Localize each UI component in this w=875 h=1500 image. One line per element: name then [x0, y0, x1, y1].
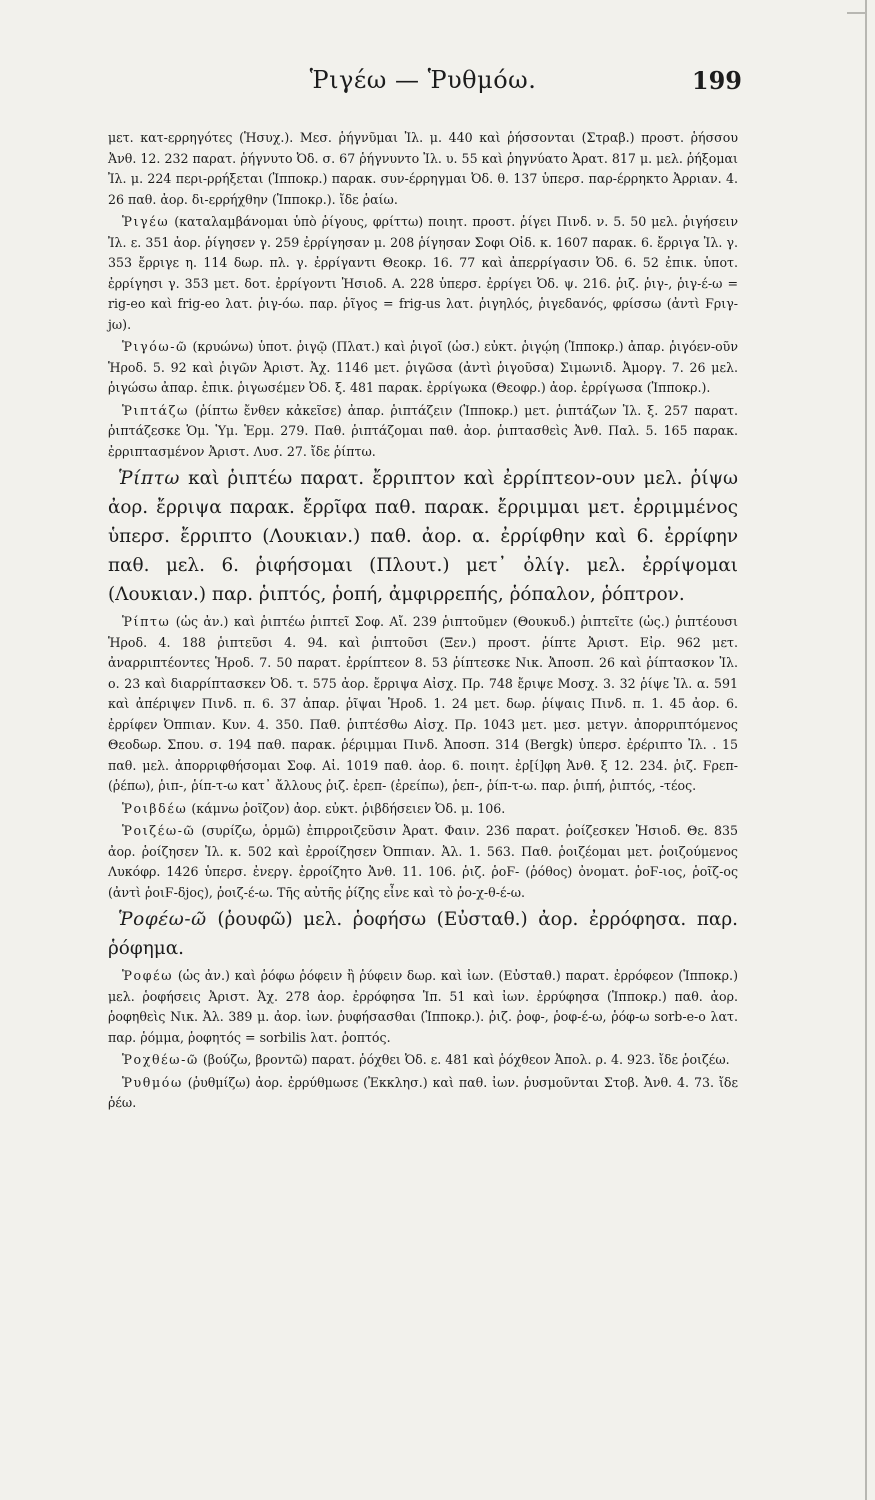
- dictionary-entry: [108, 401, 738, 463]
- dictionary-entry: [108, 799, 738, 820]
- entry-body: (ῥουφῶ) μελ. ῥοφήσω (Εὐσταθ.) ἀορ. ἐρρόφησα. παρ. ῥόφημα.: [108, 909, 738, 959]
- entry-headword: Ῥοχθέω-ῶ: [122, 1052, 199, 1067]
- page-number: 199: [691, 66, 742, 95]
- dictionary-entry: [108, 821, 738, 903]
- entry-body: (ῥίπτω ἔνθεν κἀκεῖσε) ἀπαρ. ῥιπτάζειν (Ἱπποκρ.) μετ. ῥιπτάζων Ἰλ. ξ. 257 παρατ. ῥιπτάζεσκε Ὁμ. Ὑμ. Ἑρμ. 279. Παθ. ῥιπτάζομαι παθ. ἀορ. ῥιπτασθεὶς Ἀνθ. Παλ. 5. 165 παρακ. ἐρριπτασμένον Ἀριστ. Λυσ. 27. ἴδε ῥίπτω.: [108, 402, 738, 459]
- dictionary-entry-main: [108, 464, 738, 609]
- entry-body: (ὡς ἀν.) καὶ ῥιπτέω ῥιπτεῖ Σοφ. Αἴ. 239 ῥιπτοῦμεν (Θουκυδ.) ῥιπτεῖτε (ὡς.) ῥιπτέουσι Ἡροδ. 4. 188 ῥιπτεῦσι 4. 94. καὶ ῥιπτοῦσι (Ξεν.) προστ. ῥίπτε Ἀριστ. Εἰρ. 962 μετ. ἀναρριπτέοντες Ἡροδ. 7. 50 παρατ. ἐρρίπτεον 8. 53 ῥίπτεσκε Νικ. Ἀποσπ. 26 καὶ ῥίπτασκον Ἰλ. ο. 23 καὶ διαρρίπτασκεν Ὀδ. τ. 575 ἀορ. ἔρριψα Αἰσχ. Πρ. 748 ἔριψε Μοσχ. 3. 32 ῥίψε Ἰλ. α. 591 καὶ ἀπέριψεν Πινδ. π. 6. 37 ἀπαρ. ῥῖψαι Ἡροδ. 1. 24 μετ. δωρ. ῥίψαις Πινδ. π. 1. 45 ἀορ. 6. ἐρρίφεν Ὀππιαν. Κυν. 4. 350. Παθ. ῥιπτέσθω Αἰσχ. Πρ. 1043 μετ. μεσ. μετγν. ἀπορριπτόμενος Θεοδωρ. Σπου. σ. 194 παθ. παρακ. ῥέριμμαι Πινδ. Ἀποσπ. 314 (Bergk) ὑπερσ. ἐρέριπτο Ἰλ. . 15 παθ. μελ. ἀπορριφθήσομαι Σοφ. Αἰ. 1019 παθ. ἀορ. 6. ποιητ. ἐρ[ί]φη Ἀνθ. ξ 12. 234. ῥιζ. Ϝρεπ- (ῥέπω), ῥιπ-, ῥίπ-τ-ω κατ᾽ ἄλλους ῥιζ. ἐρεπ- (ἐρείπω), ῥεπ-, ῥίπ-τ-ω. παρ. ῥιπή, ῥιπτός, -τέος.: [108, 614, 738, 793]
- dictionary-entry: [108, 212, 738, 335]
- page-edge: [865, 0, 867, 1500]
- entry-headword: Ῥοιζέω-ῶ: [122, 823, 196, 838]
- header-title: Ῥιγέω — Ῥυθμόω.: [309, 66, 537, 94]
- entry-headword: Ῥοφέω-ῶ: [118, 909, 207, 930]
- entry-body: (κάμνω ῥοῖζον) ἀορ. εὐκτ. ῥιβδήσειεν Ὀδ. μ. 106.: [191, 800, 506, 816]
- entry-body: (ῥυθμίζω) ἀορ. ἐρρύθμωσε (Ἐκκλησ.) καὶ παθ. ἰων. ῥυσμοῦνται Στοβ. Ἀνθ. 4. 73. ἴδε ῥέω.: [108, 1074, 738, 1110]
- entry-body: (καταλαμβάνομαι ὑπὸ ῥίγους, φρίττω) ποιητ. προστ. ῥίγει Πινδ. ν. 5. 50 μελ. ῥιγήσειν Ἰλ. ε. 351 ἀορ. ῥίγησεν γ. 259 ἐρρίγησαν μ. 208 ῥίγησαν Σοφι Οἰδ. κ. 1607 παρακ. 6. ἔρριγα Ἰλ. γ. 353 ἔρριγε η. 114 δωρ. πλ. γ. ἐρρίγαντι Θεοκρ. 16. 77 καὶ ἀπερρίγασιν Ὀδ. 6. 52 ἐπικ. ὑποτ. ἐρρίγησι γ. 353 μετ. δοτ. ἐρρίγοντι Ἡσιοδ. Α. 228 ὑπερσ. ἐρρίγει Ὀδ. ψ. 216. ῥιζ. ῥιγ-, ῥιγ-έ-ω = rig-eo καὶ frig-eo λατ. ῥιγ-όω. παρ. ῥῖγος = frig-us λατ. ῥιγηλός, ῥιγεδανός, φρίσσω (ἀντὶ Ϝριγ-jω).: [108, 214, 738, 332]
- entry-headword: Ῥιγόω-ῶ: [122, 339, 188, 354]
- entry-body: καὶ ῥιπτέω παρατ. ἔρριπτον καὶ ἐρρίπτεον-ουν μελ. ῥίψω ἀορ. ἔρριψα παρακ. ἔρρῖφα παθ. παρακ. ἔρριμμαι μετ. ἐρριμμένος ὑπερσ. ἔρριπτο (Λουκιαν.) παθ. ἀορ. α. ἐρρίφθην καὶ 6. ἐρρίφην παθ. μελ. 6. ῥιφήσομαι (Πλουτ.) μετ᾽ ὀλίγ. μελ. ἐρρίψομαι (Λουκιαν.) παρ. ῥιπτός, ῥοπή, ἀμφιρρεπής, ῥόπαλον, ῥόπτρον.: [108, 468, 738, 605]
- entry-headword: Ῥυθμόω: [122, 1074, 183, 1090]
- dictionary-entry-main: [108, 905, 738, 963]
- dictionary-entry: [108, 966, 738, 1048]
- entry-headword: Ῥιγέω: [122, 214, 170, 229]
- entry-headword: Ῥίπτω: [122, 614, 171, 629]
- dictionary-entry: [108, 1050, 738, 1071]
- running-header: [108, 66, 742, 110]
- dictionary-entry: [108, 337, 738, 399]
- entry-body: (βούζω, βροντῶ) παρατ. ῥόχθει Ὀδ. ε. 481 καὶ ῥόχθεον Ἀπολ. ρ. 4. 923. ἴδε ῥοιζέω.: [202, 1052, 730, 1067]
- entry-body: (συρίζω, ὁρμῶ) ἐπιρροιζεῦσιν Ἀρατ. Φαιν. 236 παρατ. ῥοίζεσκεν Ἡσιοδ. Θε. 835 ἀορ. ῥοίζησεν Ἰλ. κ. 502 καὶ ἐρροίζησεν Ὀππιαν. Ἀλ. 1. 563. Παθ. ῥοιζέομαι μετ. ῥοιζούμενος Λυκόφρ. 1426 ὑπερσ. ἐνεργ. ἐρροίζητο Ἀνθ. 11. 106. ῥιζ. ῥοϜ- (ῥόθος) ὀνοματ. ῥοϜ-ιος, ῥοῖζ-ος (ἀντὶ ῥοιϜ-δjος), ῥοιζ-έ-ω. Τῆς αὐτῆς ῥίζης εἶνε καὶ τὸ ῥο-χ-θ-έ-ω.: [108, 823, 738, 900]
- entry-headword: Ῥίπτω: [118, 468, 180, 489]
- dictionary-entries: [108, 128, 738, 1116]
- entry-body: (κρυώνω) ὑποτ. ῥιγῷ (Πλατ.) καὶ ῥιγοῖ (ὡσ.) εὐκτ. ῥιγῴη (Ἱπποκρ.) ἀπαρ. ῥιγόεν-οῦν Ἡροδ. 5. 92 καὶ ῥιγῶν Ἀριστ. Ἀχ. 1146 μετ. ῥιγῶσα (ἀντὶ ῥιγοῦσα) Σιμωνιδ. Ἀμοργ. 7. 26 μελ. ῥιγώσω ἀπαρ. ἐπικ. ῥιγωσέμεν Ὀδ. ξ. 481 παρακ. ἐρρίγωκα (Θεοφρ.) ἀορ. ἐρρίγωσα (Ἱπποκρ.).: [108, 339, 738, 395]
- entry-headword: Ῥοιβδέω: [122, 800, 188, 816]
- dictionary-entry: [108, 1073, 738, 1114]
- dictionary-entry: [108, 128, 738, 210]
- page-corner: [847, 0, 867, 14]
- entry-headword: Ῥιπτάζω: [122, 402, 189, 418]
- dictionary-entry: [108, 612, 738, 797]
- entry-body: (ὡς ἀν.) καὶ ῥόφω ῥόφειν ἢ ῥύφειν δωρ. καὶ ἰων. (Εὐσταθ.) παρατ. ἐρρόφεον (Ἱπποκρ.) μελ. ῥοφήσεις Ἀριστ. Ἀχ. 278 ἀορ. ἐρρόφησα Ἱπ. 51 καὶ ἰων. ἐρρύφησα (Ἱπποκρ.) παθ. ἀορ. ῥοφηθεὶς Νικ. Ἀλ. 389 μ. ἀορ. ἰων. ῥυφήσασθαι (Ἱπποκρ.). ῥιζ. ῥοφ-, ῥοφ-έ-ω, ῥόφ-ω sorb-e-o λατ. παρ. ῥόμμα, ῥοφητός = sorbilis λατ. ῥοπτός.: [108, 968, 738, 1045]
- entry-headword: Ῥοφέω: [122, 968, 174, 983]
- entry-body: μετ. κατ-ερρηγότες (Ἡσυχ.). Μεσ. ῥήγνῦμαι Ἰλ. μ. 440 καὶ ῥήσσονται (Στραβ.) προστ. ῥήσσου Ἀνθ. 12. 232 παρατ. ῥήγνυτο Ὀδ. σ. 67 ῥήγνυντο Ἰλ. υ. 55 καὶ ῥηγνύατο Ἀρατ. 817 μ. μελ. ῥήξομαι Ἰλ. μ. 224 περι-ρρήξεται (Ἱπποκρ.) παρακ. συν-έρρηγμαι Ὀδ. θ. 137 ὑπερσ. παρ-έρρηκτο Ἀρριαν. 4. 26 παθ. ἀορ. δι-ερρήχθην (Ἱπποκρ.). ἴδε ῥαίω.: [108, 130, 738, 207]
